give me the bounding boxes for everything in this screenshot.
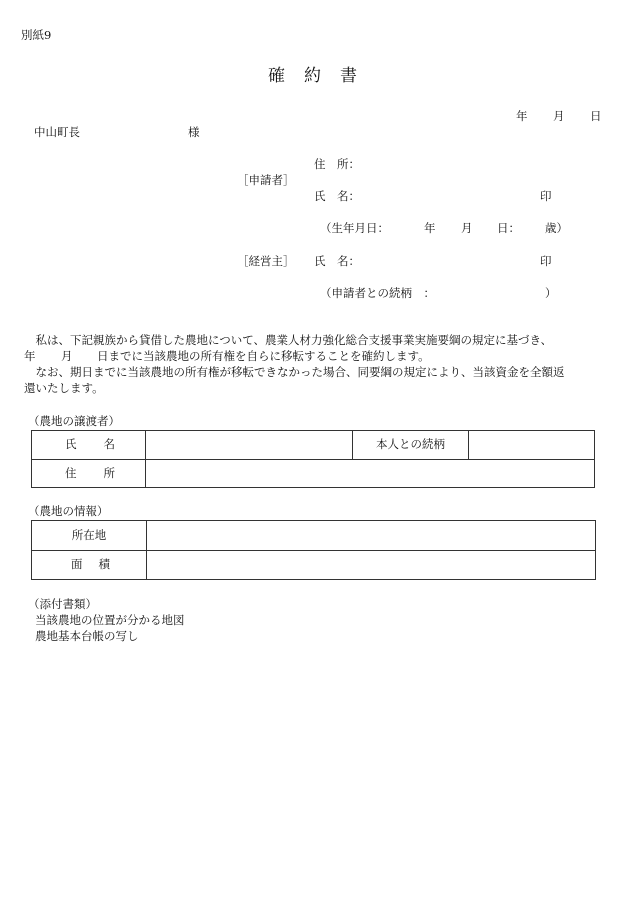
area-field[interactable] [147, 551, 596, 580]
body-line-2-year: 年 [24, 349, 36, 363]
title-char-3: 書 [340, 66, 357, 86]
attachment-item: 農地基本台帳の写し [35, 629, 139, 643]
birth-year: 年 [424, 221, 436, 235]
birth-month: 月 [461, 221, 473, 235]
transferor-name-label-a: 氏 [65, 437, 77, 452]
location-label-cell: 所在地 [32, 521, 147, 551]
transferor-name-label-b: 名 [103, 437, 115, 452]
body-line-1: 私は、下記親族から貸借した農地について、農業人材力強化総合支援事業実施要綱の規定に基づき、 [24, 333, 553, 347]
location-field[interactable] [147, 521, 596, 551]
transferor-heading: （農地の譲渡者） [28, 414, 120, 428]
title-char-2: 約 [304, 66, 321, 86]
body-line-4: 還いたします。 [24, 381, 104, 395]
body-line-3: なお、期日までに当該農地の所有権が移転できなかった場合、同要綱の規定により、当該資金を全額返 [24, 365, 565, 379]
body-line-2-rest: 日までに当該農地の所有権を自らに移転することを確約します。 [97, 349, 430, 363]
applicant-label: ［申請者］ [237, 173, 295, 187]
relation-close: ） [545, 286, 557, 300]
transferor-name-label-cell [32, 431, 146, 460]
date-month-label: 月 [553, 109, 565, 123]
transferor-table [31, 430, 595, 488]
addressee: 中山町長 [34, 125, 80, 139]
land-table [31, 520, 596, 580]
title-char-1: 確 [268, 66, 285, 86]
body-line-2-month: 月 [61, 349, 73, 363]
birth-open: （生年月日： [320, 221, 389, 235]
date-day-label: 日 [590, 109, 602, 123]
operator-label: ［経営主］ [237, 254, 295, 268]
attachments-heading: （添付書類） [28, 597, 97, 611]
birth-age: 歳） [545, 221, 568, 235]
area-label-cell [32, 551, 147, 580]
relation-field[interactable] [469, 431, 595, 460]
applicant-name-label: 氏 名： [314, 189, 360, 203]
land-heading: （農地の情報） [28, 504, 109, 518]
operator-seal: 印 [540, 254, 552, 268]
birth-day: 日： [497, 221, 520, 235]
date-year-label: 年 [516, 109, 528, 123]
transferor-address-label-cell [32, 460, 146, 488]
form-id: 別紙9 [21, 28, 52, 42]
relation-open: （申請者との続柄 ： [320, 286, 435, 300]
transferor-address-label-b: 所 [103, 465, 115, 480]
transferor-name-field[interactable] [146, 431, 353, 460]
area-label-a: 面 [71, 557, 83, 572]
transferor-address-field[interactable] [146, 460, 595, 488]
operator-name-label: 氏 名： [314, 254, 360, 268]
applicant-address-label: 住 所： [314, 157, 360, 171]
applicant-seal: 印 [540, 189, 552, 203]
addressee-suffix: 様 [188, 125, 200, 139]
transferor-address-label-a: 住 [65, 465, 77, 480]
relation-label-cell: 本人との続柄 [353, 431, 469, 460]
attachment-item: 当該農地の位置が分かる地図 [35, 613, 185, 627]
area-label-b: 積 [98, 557, 110, 572]
